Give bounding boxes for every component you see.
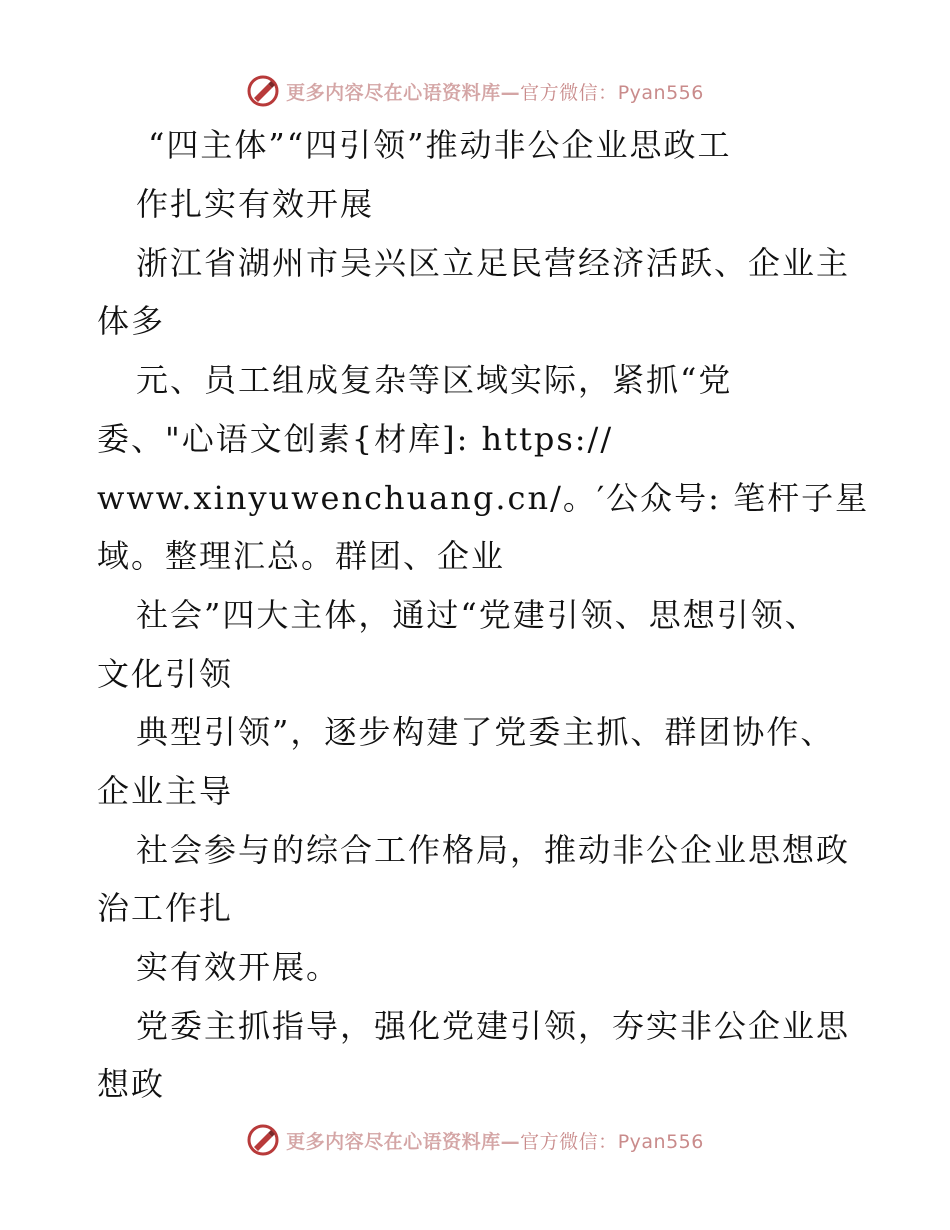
footer-banner-text: 更多内容尽在心语资料库—官方微信：Pyan556 [286,1130,704,1153]
text-line: 想政 [97,1065,166,1103]
text-line: 社会”四大主体，通过“党建引领、思想引领、 [136,596,819,634]
text-line: 实有效开展。 [136,948,341,986]
footer-banner [0,1120,950,1160]
text-line: 治工作扎 [97,889,234,927]
text-line: 党委主抓指导，强化党建引领，夯实非公企业思 [136,1007,851,1045]
text-line: 作扎实有效开展 [136,185,375,223]
text-line: 委、"心语文创素{材库]: https:// [97,420,614,458]
pen-logo-icon [246,1123,280,1157]
text-line: www.xinyuwenchuang.cn/。′公众号: 笔杆子星 [97,479,870,517]
header-banner [0,71,950,111]
text-line: “四主体”“四引领”推动非公企业思政工 [148,126,732,164]
pen-logo-icon [246,74,280,108]
text-line: 域。整理汇总。群团、企业 [97,537,506,575]
text-line: 体多 [97,302,166,340]
text-line: 典型引领”，逐步构建了党委主抓、群团协作、 [136,713,835,751]
text-line: 企业主导 [97,772,234,810]
text-line: 元、员工组成复杂等区域实际，紧抓“党 [136,361,733,399]
header-banner-text: 更多内容尽在心语资料库—官方微信：Pyan556 [286,81,704,104]
text-line: 文化引领 [97,655,234,693]
text-line: 社会参与的综合工作格局，推动非公企业思想政 [136,831,851,869]
text-line: 浙江省湖州市吴兴区立足民营经济活跃、企业主 [136,244,851,282]
